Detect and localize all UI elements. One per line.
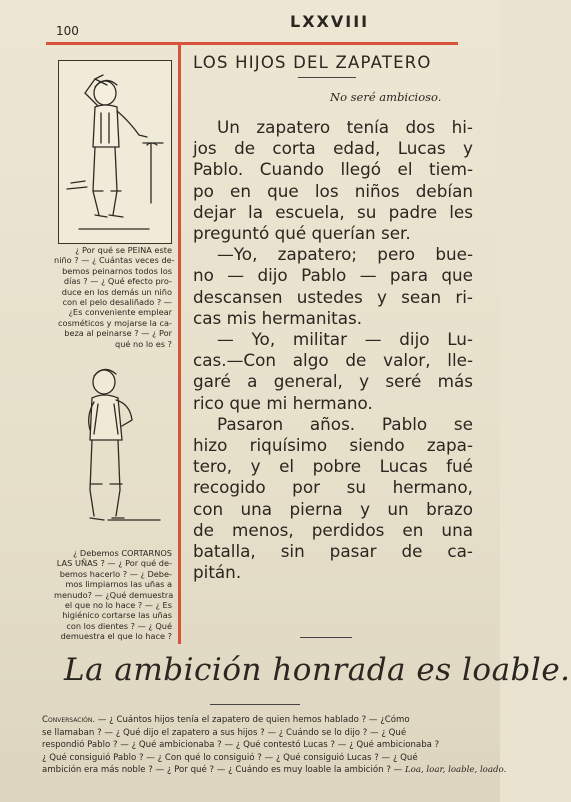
story-line: preguntó qué querían ser.: [193, 223, 411, 244]
story-line: pitán.: [193, 562, 242, 583]
motto: La ambición honrada es loable.: [64, 652, 571, 688]
title-underline: [298, 77, 356, 78]
illustration-caption-combing: ¿ Por qué se PEINA este niño ? — ¿ Cuántas veces de- bemos peinarnos todos los días ? — ¿ Qué efecto pro- duce en los demás un niño con el pelo desaliñado ? — ¿Es conveniente emplear cosméticos y mojarse la ca- beza al peinarse ? — ¿ Por qué no lo es ?: [54, 245, 175, 349]
vocabulary: Loa, loar, loable, loado.: [404, 765, 507, 776]
story-line: jos de corta edad, Lucas y: [193, 138, 473, 159]
story-line: Pablo. Cuando llegó el tiem-: [193, 159, 473, 180]
story-line: descansen ustedes y sean ri-: [193, 286, 473, 307]
story-line: cas mis hermanitas.: [193, 307, 363, 328]
story-line: tero, y el pobre Lucas fué: [193, 456, 473, 477]
conversation-line: respondió Pablo ? — ¿ Qué ambicionaba ? — ¿ Qué contestó Lucas ? — ¿ Qué ambicionaba ?: [42, 740, 440, 751]
story-text: [193, 117, 473, 583]
conversation-label: Conversación.: [42, 715, 96, 725]
story-line: hizo riquísimo siendo zapa-: [193, 435, 473, 456]
conversation-line: [42, 764, 507, 777]
story-line: Un zapatero tenía dos hi-: [217, 117, 473, 137]
vertical-red-rule: [178, 42, 181, 644]
conversation-text: ambición era más noble ? — ¿ Por qué ? — ¿ Cuándo es muy loable la ambición ? —: [42, 765, 405, 776]
story-line: Pasaron años. Pablo se: [217, 413, 473, 434]
story-line: —Yo, zapatero; pero bue-: [217, 244, 473, 265]
conversation-line: se llamaban ? — ¿ Qué dijo el zapatero a sus hijos ? — ¿ Cuándo se lo dijo ? — ¿ Qué: [42, 727, 407, 738]
conversation-section: [42, 714, 507, 777]
conversation-line: ¿ Qué consiguió Pablo ? — ¿ Con qué lo consiguió ? — ¿ Qué consiguió Lucas ? — ¿ Qué: [42, 752, 418, 763]
story-line: no — dijo Pablo — para que: [193, 265, 473, 286]
conversation-text: — ¿ Cuántos hijos tenía el zapatero de quien hemos hablado ? — ¿Cómo: [95, 715, 410, 725]
page-number: 100: [56, 24, 79, 38]
story-line: dejar la escuela, su padre les: [193, 201, 473, 222]
boy-combing-drawing: [59, 61, 171, 243]
story-end-rule: [300, 637, 352, 638]
story-line: garé a general, y seré más: [193, 371, 473, 392]
lesson-subtitle: No seré ambicioso.: [330, 90, 442, 104]
story-line: — Yo, militar — dijo Lu-: [217, 329, 473, 350]
illustration-caption-nails: ¿ Debemos CORTARNOS LAS UÑAS ? — ¿ Por qué de- bemos hacerlo ? — ¿ Debe- mos limpiarnos las uñas a menudo? — ¿Qué demuestra el que no lo hace ? — ¿ Es higiénico cortarse las uñas con los dientes ? — ¿ Qué demuestra el que lo hace ?: [54, 548, 174, 642]
lesson-number: LXXVIII: [290, 12, 370, 31]
story-line: batalla, sin pasar de ca-: [193, 541, 473, 562]
story-line: po en que los niños debían: [193, 180, 473, 201]
story-line: con una pierna y un brazo: [193, 498, 473, 519]
top-red-rule: [46, 42, 458, 45]
motto-rule: [210, 704, 300, 705]
boy-nails-drawing: [60, 360, 172, 540]
illustration-boy-cutting-nails: [60, 360, 172, 540]
conversation-line: [42, 714, 466, 727]
lesson-title: LOS HIJOS DEL ZAPATERO: [193, 53, 432, 72]
story-line: recogido por su hermano,: [193, 477, 473, 498]
story-line: de menos, perdidos en una: [193, 519, 473, 540]
story-line: rico que mi hermano.: [193, 392, 373, 413]
story-line: cas.—Con algo de valor, lle-: [193, 350, 473, 371]
illustration-boy-combing-hair: [58, 60, 172, 244]
